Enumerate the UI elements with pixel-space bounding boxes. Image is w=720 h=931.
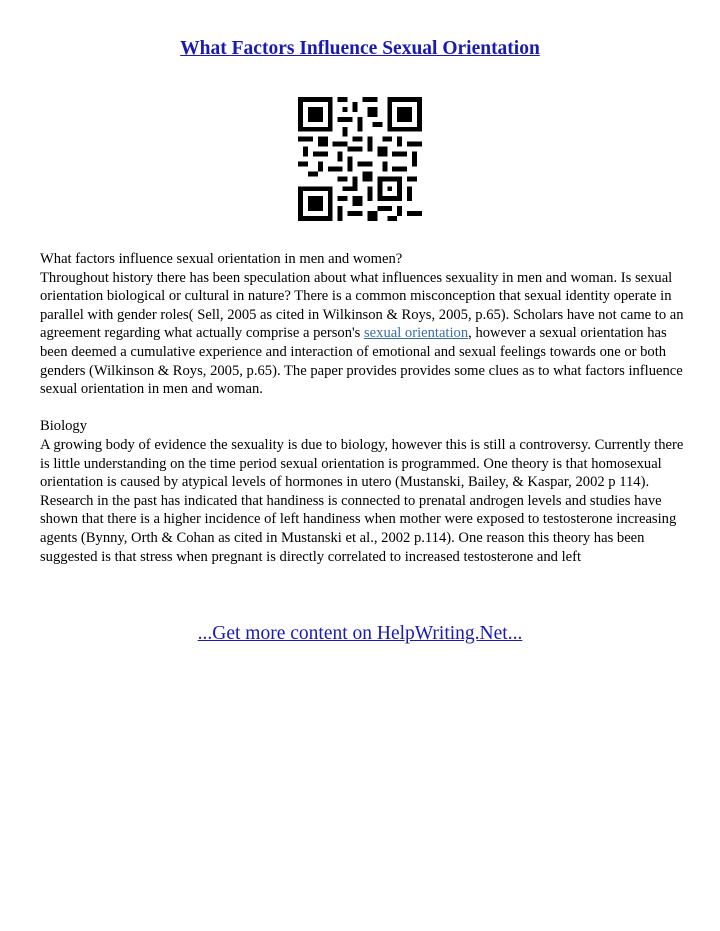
biology-text: A growing body of evidence the sexuality is due to biology, however this is still a controversy. Currently there is little understanding on the time period sexual orientation is programmed. One theory is that homosexual orientation is caused by atypical levels of hormones in utero (Mustanski, Bailey, & Kaspar, 2002 p 114). Research in the past has indicated that handiness is connected to prenatal androgen levels and studies have shown that there is a higher incidence of left handiness when mother were exposed to testosterone increasing agents (Bynny, Orth & Cohan as cited in Mustanski et al., 2002 p.114). One reason this theory has been suggested is that stress when pregnant is directly correlated to increased testosterone and left — [40, 436, 684, 565]
intro-paragraph — [40, 250, 685, 399]
document-title[interactable]: What Factors Influence Sexual Orientation — [180, 38, 540, 59]
intro-text-b: , however a sexual orientation has been deemed a cumulative experience and interaction of emotional and sexual feelings towards one or both genders (Wilkinson & Roys, 2005, p.65). The paper provides provides some clues as to what factors influence sexual orientation in men and woman. — [40, 325, 683, 398]
biology-paragraph — [40, 417, 685, 566]
qr-code — [298, 97, 422, 221]
document-body — [40, 250, 685, 585]
sexual-orientation-link[interactable]: sexual orientation — [363, 325, 469, 342]
biology-heading: Biology — [40, 418, 88, 435]
intro-question: What factors influence sexual orientation in men and women? — [40, 251, 403, 267]
intro-text-a: Throughout history there has been speculation about what influences sexuality in men and woman. Is sexual orientation biological or cultural in nature? There is a common misconception that sexual identity operate in parallel with gender roles( Sell, 2005 as cited in Wilkinson & Roys, 2005, p.65). Scholars have not came to an agreement regarding what actually comprise a person's — [40, 269, 684, 342]
more-content-link[interactable]: ...Get more content on HelpWriting.Net... — [197, 623, 523, 644]
